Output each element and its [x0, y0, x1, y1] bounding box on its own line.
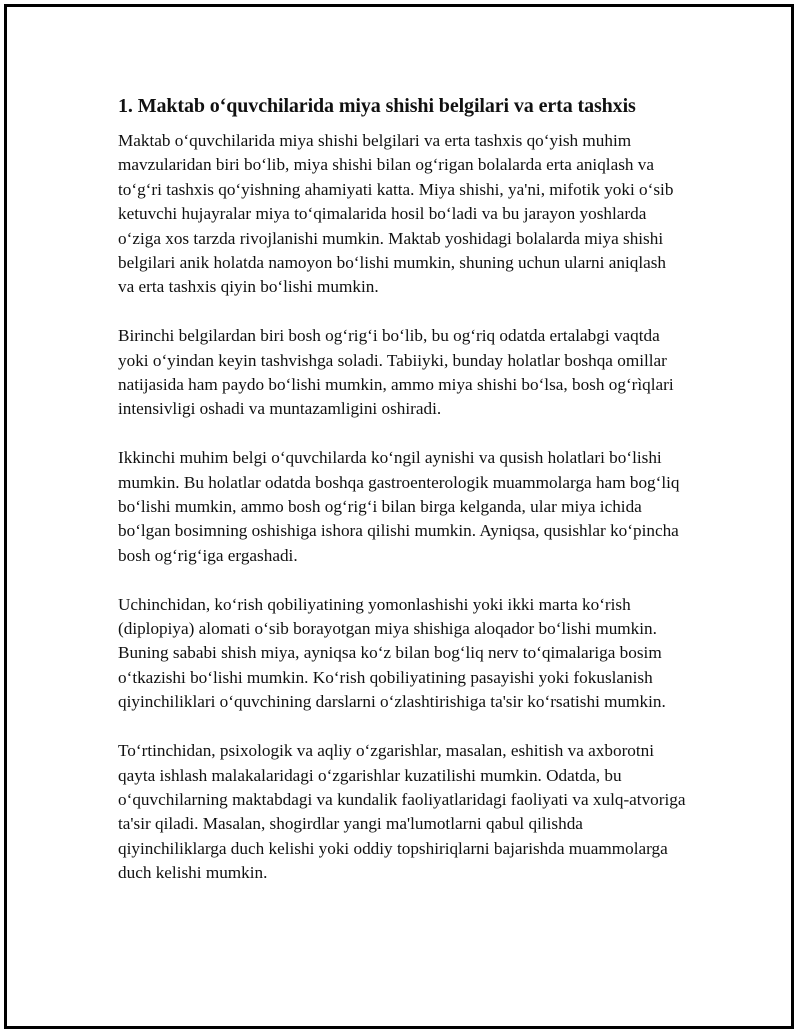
paragraph-first-sign: Birinchi belgilardan biri bosh og‘rig‘i bo‘lib, bu og‘riq odatda ertalabgi vaqtda yoki o‘yindan keyin tashvishga soladi. Tabiiyki, bunday holatlar boshqa omillar natijasida ham paydo bo‘lishi mumkin, ammo miya shishi bo‘lsa, bosh og‘rìqlari intensivligi oshadi va muntazamligini oshiradi. [118, 326, 674, 419]
paragraph-intro: Maktab o‘quvchilarida miya shishi belgilari va erta tashxis qo‘yish muhim mavzularidan biri bo‘lib, miya shishi bilan og‘rigan bolalarda erta aniqlash va to‘g‘ri tashxis qo‘yishning ahamiyati katta. Miya shishi, ya'ni, mifotik yoki o‘sib ketuvchi hujayralar miya to‘qimalarida hosil bo‘ladi va bu jarayon yoshlarda o‘ziga xos tarzda rivojlanishi mumkin. Maktab yoshidagi bolalarda miya shishi belgilari anik holatda namoyon bo‘lishi mumkin, shuning uchun ularni aniqlash va erta tashxis qiyin bo‘lishi mumkin. [118, 131, 674, 297]
paragraph-second-sign: Ikkinchi muhim belgi o‘quvchilarda ko‘ngil aynishi va qusish holatlari bo‘lishi mumkin. Bu holatlar odatda boshqa gastroenterologik muammolarga ham bog‘liq bo‘lishi mumkin, ammo bosh og‘rig‘i bilan birga kelganda, ular miya ichida bo‘lgan bosimning oshishiga ishora qilishi mumkin. Ayniqsa, qusishlar ko‘pincha bosh og‘rig‘iga ergashadi. [118, 448, 680, 565]
paragraph-third-sign: Uchinchidan, ko‘rish qobiliyatining yomonlashishi yoki ikki marta ko‘rish (diplopiya) alomati o‘sib borayotgan miya shishiga aloqador bo‘lishi mumkin. Buning sababi shish miya, ayniqsa ko‘z bilan bog‘liq nerv to‘qimalariga bosim o‘tkazishi bo‘lishi mumkin. Ko‘rish qobiliyatining pasayishi yoki fokuslanish qiyinchiliklari o‘quvchining darslarni o‘zlashtirishiga ta'sir ko‘rsatishi mumkin. [118, 594, 666, 712]
document-body [118, 93, 686, 910]
section-heading: 1. Maktab o‘quvchilarida miya shishi belgilari va erta tashxis [118, 95, 636, 117]
paragraph-fourth-sign: To‘rtinchidan, psixologik va aqliy o‘zgarishlar, masalan, eshitish va axborotni qayta ishlash malakalaridagi o‘zgarishlar kuzatilishi mumkin. Odatda, bu o‘quvchilarning maktabdagi va kundalik faoliyatlaridagi faoliyati va xulq-atvoriga ta'sir qiladi. Masalan, shogirdlar yangi ma'lumotlarni qabul qilishda qiyinchiliklarga duch kelishi yoki oddiy topshiriqlarni bajarishda muammolarga duch kelishi mumkin. [118, 741, 686, 883]
